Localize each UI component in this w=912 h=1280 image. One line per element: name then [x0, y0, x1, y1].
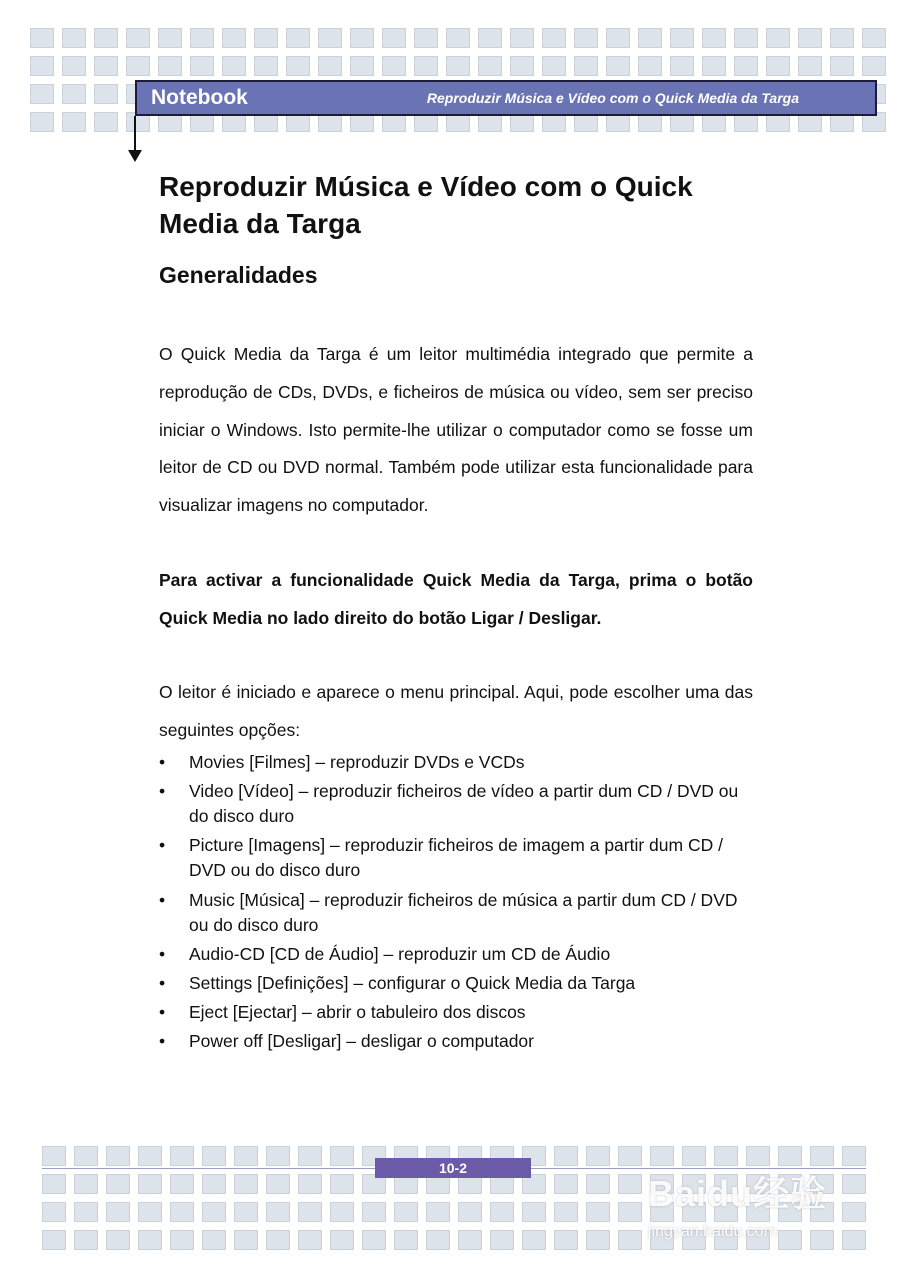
decorative-tile	[830, 56, 854, 76]
decorative-tile	[586, 1146, 610, 1166]
decorative-tile	[202, 1230, 226, 1250]
decorative-tile	[670, 56, 694, 76]
decorative-tile	[522, 1230, 546, 1250]
decorative-tile	[842, 1146, 866, 1166]
decorative-tile	[286, 28, 310, 48]
header-section-title: Reproduzir Música e Vídeo com o Quick Media da Targa	[426, 90, 799, 106]
decorative-tile	[266, 1174, 290, 1194]
decorative-tile	[318, 56, 342, 76]
decorative-tile	[266, 1230, 290, 1250]
list-item: • Audio-CD [CD de Áudio] – reproduzir um CD de Áudio	[159, 942, 753, 967]
decorative-tile	[126, 28, 150, 48]
decorative-tile	[618, 1202, 642, 1222]
decorative-tile	[362, 1230, 386, 1250]
decorative-tile	[62, 112, 86, 132]
decorative-tile	[714, 1146, 738, 1166]
decorative-tile	[286, 56, 310, 76]
decorative-tile	[138, 1174, 162, 1194]
decorative-tile	[446, 56, 470, 76]
decorative-tile	[458, 1202, 482, 1222]
list-item: • Music [Música] – reproduzir ficheiros de música a partir dum CD / DVD ou do disco duro	[159, 888, 753, 938]
decorative-tile	[638, 28, 662, 48]
list-item: • Power off [Desligar] – desligar o computador	[159, 1029, 753, 1054]
decorative-tile	[586, 1230, 610, 1250]
decorative-tile	[682, 1146, 706, 1166]
list-item: • Eject [Ejectar] – abrir o tabuleiro dos discos	[159, 1000, 753, 1025]
decorative-tile	[702, 28, 726, 48]
decorative-tile	[554, 1230, 578, 1250]
decorative-tile	[42, 1202, 66, 1222]
page-content	[159, 168, 753, 1052]
decorative-tile	[414, 56, 438, 76]
decorative-tile	[202, 1146, 226, 1166]
decorative-tile	[42, 1174, 66, 1194]
decorative-tile	[734, 28, 758, 48]
decorative-tile	[778, 1146, 802, 1166]
decorative-tile	[426, 1202, 450, 1222]
decorative-tile	[62, 56, 86, 76]
decorative-tile	[298, 1230, 322, 1250]
decorative-tile	[734, 56, 758, 76]
list-item: • Video [Vídeo] – reproduzir ficheiros de vídeo a partir dum CD / DVD ou do disco duro	[159, 779, 753, 829]
decorative-tile	[330, 1202, 354, 1222]
decorative-tile	[62, 84, 86, 104]
page-title: Reproduzir Música e Vídeo com o Quick Media da Targa	[159, 171, 693, 239]
decorative-tile	[30, 28, 54, 48]
decorative-tile	[298, 1202, 322, 1222]
decorative-tile	[42, 1146, 66, 1166]
decorative-tile	[106, 1230, 130, 1250]
decorative-tile	[298, 1174, 322, 1194]
decorative-tile	[446, 28, 470, 48]
decorative-tile	[30, 112, 54, 132]
decorative-tile	[458, 1230, 482, 1250]
decorative-tile	[638, 56, 662, 76]
watermark-url: jingyan.baidu.com	[648, 1223, 777, 1240]
decorative-tile	[158, 56, 182, 76]
list-item: • Settings [Definições] – configurar o Quick Media da Targa	[159, 971, 753, 996]
decorative-tile	[266, 1146, 290, 1166]
decorative-tile	[350, 56, 374, 76]
decorative-tile	[394, 1230, 418, 1250]
watermark	[648, 1166, 878, 1246]
decorative-tile	[138, 1230, 162, 1250]
list-item: • Movies [Filmes] – reproduzir DVDs e VCDs	[159, 750, 753, 775]
decorative-tile	[254, 56, 278, 76]
decorative-tile	[30, 84, 54, 104]
decorative-tile	[74, 1202, 98, 1222]
decorative-tile	[330, 1146, 354, 1166]
decorative-tile	[234, 1146, 258, 1166]
decorative-tile	[618, 1146, 642, 1166]
list-item: • Picture [Imagens] – reproduzir ficheiros de imagem a partir dum CD / DVD ou do disco duro	[159, 833, 753, 883]
decorative-tile	[222, 28, 246, 48]
decorative-tile	[382, 56, 406, 76]
decorative-tile	[542, 28, 566, 48]
decorative-tile	[618, 1174, 642, 1194]
decorative-tile	[554, 1146, 578, 1166]
decorative-tile	[670, 28, 694, 48]
decorative-tile	[94, 28, 118, 48]
watermark-logo-text: Baidu经验	[648, 1173, 828, 1214]
decorative-tile	[234, 1230, 258, 1250]
decorative-tile	[702, 56, 726, 76]
decorative-tile	[542, 56, 566, 76]
decorative-tile	[94, 112, 118, 132]
decorative-tile	[746, 1146, 770, 1166]
decorative-tile	[490, 1202, 514, 1222]
decorative-tile	[30, 56, 54, 76]
decorative-tile	[510, 28, 534, 48]
decorative-tile	[490, 1230, 514, 1250]
decorative-tile	[830, 28, 854, 48]
decorative-tile	[62, 28, 86, 48]
decorative-tile	[158, 28, 182, 48]
decorative-tile	[170, 1146, 194, 1166]
decorative-tile	[574, 28, 598, 48]
decorative-tile	[170, 1174, 194, 1194]
decorative-tile	[138, 1146, 162, 1166]
decorative-tile	[126, 56, 150, 76]
decorative-tile	[862, 56, 886, 76]
decorative-tile	[298, 1146, 322, 1166]
decorative-tile	[798, 56, 822, 76]
decorative-tile	[394, 1202, 418, 1222]
decorative-tile	[478, 56, 502, 76]
decorative-tile	[798, 28, 822, 48]
decorative-tile	[554, 1202, 578, 1222]
decorative-tile	[170, 1202, 194, 1222]
intro-paragraph: O Quick Media da Targa é um leitor multimédia integrado que permite a reprodução de CDs, DVDs, e ficheiros de música ou vídeo, sem ser preciso iniciar o Windows. Isto permite-lhe utilizar o computador como se fosse um leitor de CD ou DVD normal. Também pode utilizar esta funcionalidade para visualizar imagens no computador.	[159, 344, 753, 516]
decorative-tile	[478, 28, 502, 48]
decorative-tile	[810, 1146, 834, 1166]
decorative-tile	[606, 28, 630, 48]
decorative-tile	[574, 56, 598, 76]
decorative-tile	[766, 28, 790, 48]
options-list	[159, 750, 753, 1059]
decorative-tile	[254, 28, 278, 48]
decorative-tile	[170, 1230, 194, 1250]
decorative-tile	[234, 1174, 258, 1194]
decorative-tile	[650, 1146, 674, 1166]
decorative-tile	[202, 1202, 226, 1222]
menu-intro-paragraph: O leitor é iniciado e aparece o menu principal. Aqui, pode escolher uma das seguintes opções:	[159, 682, 753, 740]
decorative-tile	[138, 1202, 162, 1222]
decorative-tile	[106, 1202, 130, 1222]
decorative-tile	[586, 1202, 610, 1222]
decorative-tile	[414, 28, 438, 48]
decorative-tile	[766, 56, 790, 76]
decorative-tile	[190, 28, 214, 48]
decorative-tile	[106, 1174, 130, 1194]
decorative-tile	[42, 1230, 66, 1250]
decorative-tile	[222, 56, 246, 76]
decorative-tile	[234, 1202, 258, 1222]
instruction-paragraph: Para activar a funcionalidade Quick Media da Targa, prima o botão Quick Media no lado direito do botão Ligar / Desligar.	[159, 570, 753, 628]
header-bar	[135, 80, 877, 116]
decorative-tile	[94, 84, 118, 104]
decorative-tile	[426, 1230, 450, 1250]
decorative-tile	[510, 56, 534, 76]
decorative-tile	[554, 1174, 578, 1194]
decorative-tile	[74, 1230, 98, 1250]
decorative-tile	[202, 1174, 226, 1194]
arrow-down-icon	[128, 150, 142, 162]
decorative-tile	[606, 56, 630, 76]
page-number: 10-2	[375, 1158, 531, 1178]
decorative-tile	[350, 28, 374, 48]
decorative-tile	[266, 1202, 290, 1222]
decorative-tile	[330, 1174, 354, 1194]
decorative-tile	[382, 28, 406, 48]
decorative-tile	[330, 1230, 354, 1250]
decorative-tile	[106, 1146, 130, 1166]
decorative-tile	[318, 28, 342, 48]
decorative-tile	[190, 56, 214, 76]
header-notebook-label: Notebook	[151, 86, 248, 109]
decorative-tile	[94, 56, 118, 76]
decorative-tile	[74, 1146, 98, 1166]
arrow-line	[134, 116, 136, 152]
section-heading: Generalidades	[159, 262, 318, 288]
decorative-tile	[362, 1202, 386, 1222]
decorative-tile	[862, 28, 886, 48]
decorative-tile	[586, 1174, 610, 1194]
decorative-tile	[74, 1174, 98, 1194]
decorative-tile	[618, 1230, 642, 1250]
decorative-tile	[522, 1202, 546, 1222]
